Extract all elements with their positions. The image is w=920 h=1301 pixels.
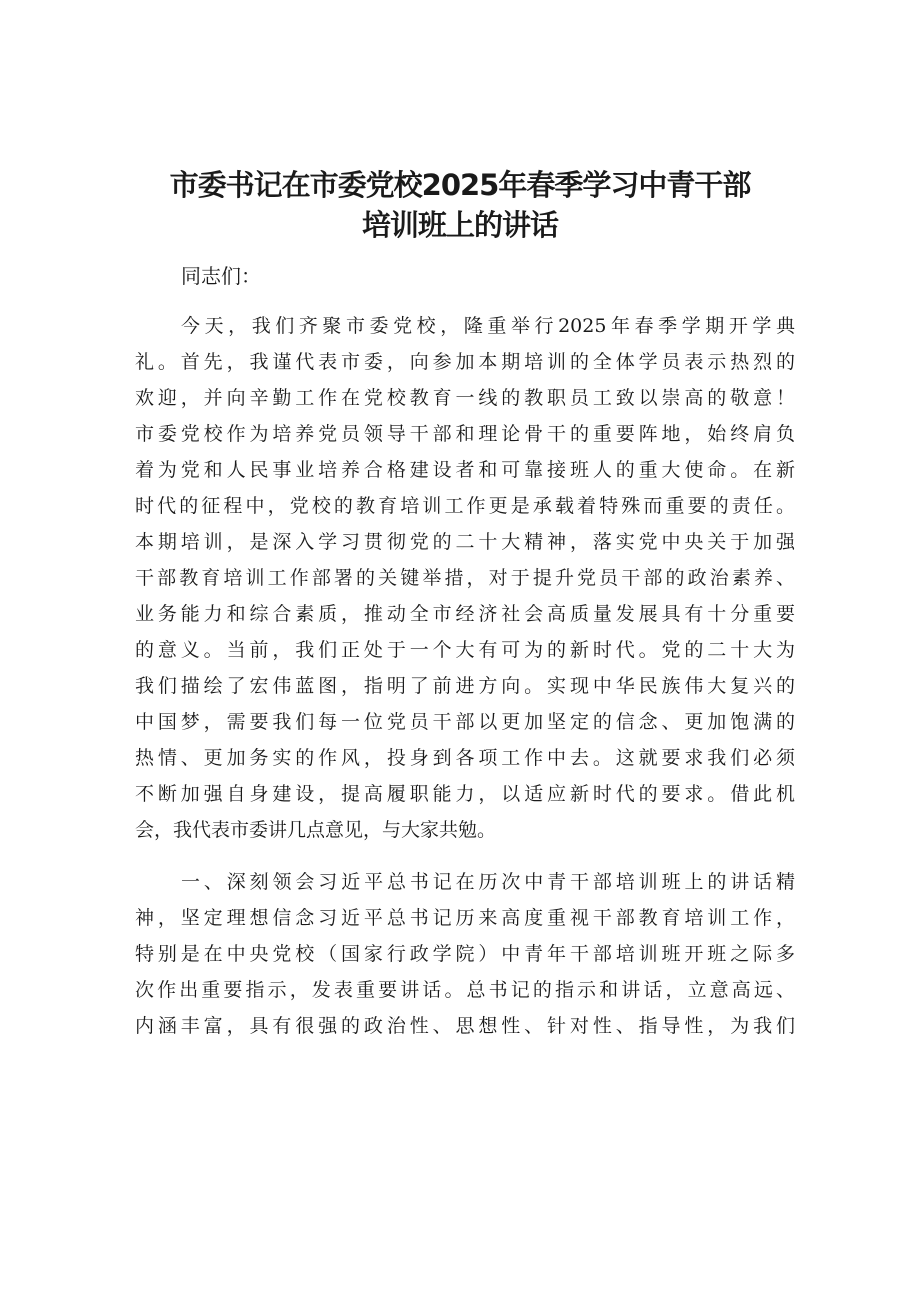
text-line: 礼。首先，我谨代表市委，向参加本期培训的全体学员表示热烈的	[135, 351, 795, 373]
text-line: 热情、更加务实的作风，投身到各项工作中去。这就要求我们必须	[135, 747, 795, 769]
text-line: 时代的征程中，党校的教育培训工作更是承载着特殊而重要的责任。	[135, 495, 795, 517]
text-line: 中国梦，需要我们每一位党员干部以更加坚定的信念、更加饱满的	[135, 711, 795, 733]
text-line: 着为党和人民事业培养合格建设者和可靠接班人的重大使命。在新	[135, 459, 795, 481]
text-line: 会，我代表市委讲几点意见，与大家共勉。	[135, 819, 497, 841]
paragraph-2	[135, 864, 795, 1044]
text-line: 神，坚定理想信念习近平总书记历来高度重视干部教育培训工作，	[135, 907, 795, 929]
title-line-1: 市委书记在市委党校2025年春季学习中青干部	[169, 168, 751, 202]
text-line: 市委党校作为培养党员领导干部和理论骨干的重要阵地，始终肩负	[135, 423, 795, 445]
body-text	[135, 308, 795, 1044]
text-line: 的意义。当前，我们正处于一个大有可为的新时代。党的二十大为	[135, 639, 795, 661]
title-line-2: 培训班上的讲话	[361, 208, 558, 242]
text-line: 内涵丰富，具有很强的政治性、思想性、针对性、指导性，为我们	[135, 1015, 795, 1037]
text-line: 今天，我们齐聚市委党校，隆重举行2025年春季学期开学典	[181, 315, 795, 337]
text-line: 不断加强自身建设，提高履职能力，以适应新时代的要求。借此机	[135, 783, 795, 805]
text-line: 业务能力和综合素质，推动全市经济社会高质量发展具有十分重要	[135, 603, 795, 625]
document-title	[0, 165, 920, 245]
text-line: 本期培训，是深入学习贯彻党的二十大精神，落实党中央关于加强	[135, 531, 795, 553]
text-line: 欢迎，并向辛勤工作在党校教育一线的教职员工致以崇高的敬意！	[135, 387, 795, 409]
text-line: 特别是在中央党校（国家行政学院）中青年干部培训班开班之际多	[135, 943, 795, 965]
text-line: 一、深刻领会习近平总书记在历次中青干部培训班上的讲话精	[181, 871, 795, 893]
salutation: 同志们：	[181, 264, 261, 288]
text-line: 我们描绘了宏伟蓝图，指明了前进方向。实现中华民族伟大复兴的	[135, 675, 795, 697]
text-line: 次作出重要指示，发表重要讲话。总书记的指示和讲话，立意高远、	[135, 979, 795, 1001]
text-line: 干部教育培训工作部署的关键举措，对于提升党员干部的政治素养、	[135, 567, 795, 589]
paragraph-1	[135, 308, 795, 848]
